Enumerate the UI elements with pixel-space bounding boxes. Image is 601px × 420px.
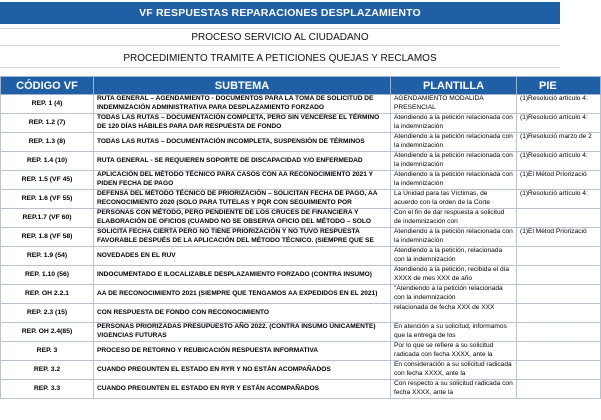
cell-pie[interactable] xyxy=(517,190,601,209)
cell-plantilla[interactable] xyxy=(391,361,517,380)
cell-plantilla[interactable] xyxy=(391,247,517,266)
cell-pie-text: (1)El Métod Priorizació xyxy=(520,171,587,178)
cell-subtema[interactable] xyxy=(94,152,391,171)
cell-subtema[interactable] xyxy=(94,190,391,209)
cell-subtema-text: SOLICITA FECHA CIERTA PERO NO TIENE PRIORIZACIÓN Y NO TUVO RESPUESTA FAVORABLE DESPUÉS DE LA APLICACIÓN DEL MÉTODO TÉCNICO. (SIEMPRE QUE SE xyxy=(97,228,374,244)
cell-codigo[interactable] xyxy=(1,361,94,380)
cell-pie-text: (1)Resolució artículo 4: xyxy=(520,95,588,102)
cell-subtema[interactable] xyxy=(94,133,391,152)
cell-codigo-text: REP. 1 (4) xyxy=(31,99,63,107)
cell-codigo[interactable] xyxy=(1,133,94,152)
cell-codigo-text: REP. 1.2 (7) xyxy=(28,118,66,126)
table-row[interactable] xyxy=(1,114,601,133)
cell-pie[interactable] xyxy=(517,285,601,304)
table-row[interactable] xyxy=(1,342,601,361)
table-row[interactable] xyxy=(1,247,601,266)
cell-codigo[interactable] xyxy=(1,152,94,171)
cell-pie-text: (1)Resolució artículo 4: xyxy=(520,190,588,197)
cell-pie-text: (1)Resolució marzo de 2 xyxy=(520,133,592,140)
cell-pie[interactable] xyxy=(517,323,601,342)
cell-pie[interactable] xyxy=(517,95,601,114)
cell-codigo[interactable] xyxy=(1,209,94,228)
cell-codigo[interactable] xyxy=(1,190,94,209)
cell-plantilla[interactable] xyxy=(391,304,517,323)
cell-pie[interactable] xyxy=(517,304,601,323)
cell-codigo-text: REP. OH 2.4(85) xyxy=(21,327,73,335)
table-header-row xyxy=(1,77,601,95)
cell-pie[interactable] xyxy=(517,152,601,171)
cell-codigo[interactable] xyxy=(1,228,94,247)
cell-subtema-text: CUANDO PREGUNTEN EL ESTADO EN RYR Y ESTÁN ACOMPAÑADOS xyxy=(97,384,320,392)
cell-subtema[interactable] xyxy=(94,361,391,380)
cell-codigo[interactable] xyxy=(1,285,94,304)
cell-subtema-text: CON RESPUESTA DE FONDO CON RECONOCIMIENTO xyxy=(97,308,270,316)
cell-codigo[interactable] xyxy=(1,247,94,266)
table-row[interactable] xyxy=(1,209,601,228)
cell-plantilla-text: En consideración a su solicitud radicada con fecha XXXX, ante la xyxy=(394,361,512,377)
cell-plantilla-text: Atendiendo a la petición, recibida el día XXXX de mes XXX de año xyxy=(394,266,510,282)
cell-plantilla-text: "Atendiendo a la petición relacionada con la indemnización xyxy=(394,285,503,301)
cell-plantilla-text: En atención a su solicitud, informamos que la entrega de los xyxy=(394,323,507,339)
cell-plantilla-text: Atendiendo a la petición, relacionada con la indemnización xyxy=(394,247,503,263)
cell-codigo-text: REP. 1.3 (8) xyxy=(28,137,66,145)
cell-plantilla[interactable] xyxy=(391,190,517,209)
table-row[interactable] xyxy=(1,285,601,304)
cell-subtema-text: TODAS LAS RUTAS – DOCUMENTACIÓN INCOMPLETA, SUSPENSIÓN DE TÉRMINOS xyxy=(97,137,365,145)
cell-plantilla-text: relacionada de fecha XXX de XXX xyxy=(394,304,495,311)
cell-plantilla[interactable] xyxy=(391,133,517,152)
cell-pie[interactable] xyxy=(517,133,601,152)
cell-plantilla-text: Con respecto a su solicitud radicada con fecha XXXX, ante la xyxy=(394,380,513,396)
table-row[interactable] xyxy=(1,190,601,209)
process-subtitle: PROCESO SERVICIO AL CIUDADANO xyxy=(0,28,560,46)
cell-subtema[interactable] xyxy=(94,285,391,304)
cell-codigo-text: REP. 3.2 xyxy=(33,365,61,373)
column-header-codigo[interactable]: CÓDIGO VF xyxy=(1,77,94,95)
cell-subtema[interactable] xyxy=(94,247,391,266)
cell-subtema-text: RUTA GENERAL - SE REQUIEREN SOPORTE DE DISCAPACIDAD Y/O ENFERMEDAD xyxy=(97,156,363,164)
cell-pie-text: (1)Resolució artículo 4: xyxy=(520,114,588,121)
cell-plantilla-text: La Unidad para las Víctimas, de acuerdo con la orden de la Corte xyxy=(394,190,491,206)
cell-plantilla[interactable] xyxy=(391,228,517,247)
cell-subtema-text: DEFENSA DEL MÉTODO TÉCNICO DE PRIORIZACIÓN – SOLICITAN FECHA DE PAGO, AA RECONOCIMIENTO 2020 (SOLO PARA TUTELAS Y PQR CON SEGUIMIENTO POR xyxy=(97,190,378,206)
cell-subtema-text: CUANDO PREGUNTEN EL ESTADO EN RYR Y NO ESTÁN ACOMPAÑADOS xyxy=(97,365,331,373)
cell-subtema[interactable] xyxy=(94,380,391,399)
cell-pie[interactable] xyxy=(517,171,601,190)
responses-table xyxy=(0,76,601,399)
cell-codigo-text: REP. 1.9 (54) xyxy=(26,251,68,259)
sheet-title: VF RESPUESTAS REPARACIONES DESPLAZAMIENTO xyxy=(0,2,560,24)
cell-codigo-text: REP. 1.4 (10) xyxy=(26,156,68,164)
cell-pie[interactable] xyxy=(517,342,601,361)
cell-plantilla[interactable] xyxy=(391,266,517,285)
cell-plantilla[interactable] xyxy=(391,285,517,304)
table-row[interactable] xyxy=(1,133,601,152)
cell-subtema[interactable] xyxy=(94,114,391,133)
cell-pie-text: (1)El Métod Priorizació xyxy=(520,228,587,235)
cell-codigo-text: REP. 1.8 (VF 58) xyxy=(21,232,73,240)
cell-codigo[interactable] xyxy=(1,114,94,133)
cell-subtema[interactable] xyxy=(94,171,391,190)
cell-subtema-text: AA DE RECONOCIMIENTO 2021 (SIEMPRE QUE TENGAMOS AA EXPEDIDOS EN EL 2021) xyxy=(97,289,378,297)
cell-subtema-text: PERSONAS CON MÉTODO, PERO PENDIENTE DE LOS CRUCES DE FINANCIERA Y ELABORACIÓN DE OFICIOS (CUANDO NO SE OBSERVA OFICIO DEL MÉTODO – SOLO xyxy=(97,209,372,225)
cell-subtema-text: APLICACIÓN DEL MÉTODO TÉCNICO PARA CASOS CON AA RECONOCIMIENTO 2021 Y PIDEN FECHA DE PAGO xyxy=(97,171,373,187)
cell-plantilla[interactable] xyxy=(391,323,517,342)
table-row[interactable] xyxy=(1,323,601,342)
cell-plantilla[interactable] xyxy=(391,95,517,114)
cell-subtema-text: RUTA GENERAL – AGENDAMIENTO - DOCUMENTOS PARA LA TOMA DE SOLICITUD DE INDEMNIZACIÓN ADMINISTRATIVA PARA DESPLAZAMIENTO FORZADO xyxy=(97,95,374,111)
cell-plantilla[interactable] xyxy=(391,152,517,171)
cell-subtema[interactable] xyxy=(94,304,391,323)
procedure-subtitle: PROCEDIMIENTO TRAMITE A PETICIONES QUEJAS Y RECLAMOS xyxy=(0,50,560,68)
cell-plantilla[interactable] xyxy=(391,380,517,399)
cell-codigo-text: REP. 3 xyxy=(36,346,58,354)
cell-pie[interactable] xyxy=(517,114,601,133)
cell-subtema[interactable] xyxy=(94,228,391,247)
cell-subtema-text: NOVEDADES EN EL RUV xyxy=(97,251,176,259)
cell-codigo-text: REP.1.7 (VF 60) xyxy=(22,213,72,221)
cell-plantilla[interactable] xyxy=(391,342,517,361)
cell-pie[interactable] xyxy=(517,266,601,285)
cell-plantilla[interactable] xyxy=(391,114,517,133)
cell-subtema-text: PERSONAS PRIORIZADAS PRESUPUESTO AÑO 2022. (CONTRA INSUMO ÚNICAMENTE) VIGENCIAS FUTURAS xyxy=(97,323,376,339)
cell-plantilla-text: Atendiendo a la petición relacionada con la indemnización xyxy=(394,228,513,244)
cell-subtema[interactable] xyxy=(94,95,391,114)
cell-plantilla[interactable] xyxy=(391,209,517,228)
table-row[interactable] xyxy=(1,171,601,190)
table-row[interactable] xyxy=(1,228,601,247)
table-row[interactable] xyxy=(1,361,601,380)
cell-codigo[interactable] xyxy=(1,266,94,285)
table-row[interactable] xyxy=(1,266,601,285)
column-header-plantilla[interactable]: PLANTILLA xyxy=(391,77,517,95)
cell-plantilla[interactable] xyxy=(391,171,517,190)
table-row[interactable] xyxy=(1,380,601,399)
cell-plantilla-text: Atendiendo a la petición relacionada con la indemnización xyxy=(394,133,513,149)
cell-plantilla-text: Atendiendo a la petición relacionada con la indemnización xyxy=(394,152,513,168)
cell-codigo[interactable] xyxy=(1,323,94,342)
cell-pie[interactable] xyxy=(517,209,601,228)
column-header-subtema[interactable]: SUBTEMA xyxy=(94,77,391,95)
cell-plantilla-text: Atendiendo a la petición relacionada con la indemnización xyxy=(394,114,513,130)
cell-plantilla-text: AGENDAMIENTO MODALIDA PRESENCIAL xyxy=(394,95,484,111)
cell-plantilla-text: Por lo que se refiere a su solicitud radicada con fecha XXXX, ante la xyxy=(394,342,494,358)
cell-codigo[interactable] xyxy=(1,304,94,323)
cell-pie[interactable] xyxy=(517,380,601,399)
cell-codigo[interactable] xyxy=(1,95,94,114)
cell-plantilla-text: Atendiendo a la petición relacionada con la indemnización xyxy=(394,171,513,187)
cell-pie[interactable] xyxy=(517,247,601,266)
cell-codigo-text: REP. OH 2.2.1 xyxy=(24,289,70,297)
cell-codigo-text: REP. 1.5 (VF 45) xyxy=(21,175,73,183)
table-row[interactable] xyxy=(1,304,601,323)
cell-codigo-text: REP. 1.10 (56) xyxy=(24,270,70,278)
cell-subtema[interactable] xyxy=(94,323,391,342)
cell-pie[interactable] xyxy=(517,361,601,380)
cell-codigo-text: REP. 2.3 (15) xyxy=(26,308,68,316)
cell-subtema-text: PROCESO DE RETORNO Y REUBICACIÓN RESPUESTA INFORMATIVA xyxy=(97,346,319,354)
cell-codigo-text: REP. 1.6 (VF 55) xyxy=(21,194,73,202)
cell-pie-text: (1)Resolució artículo 4: xyxy=(520,152,588,159)
cell-codigo-text: REP. 3.3 xyxy=(33,384,61,392)
cell-subtema-text: INDOCUMENTADO E ILOCALIZABLE DESPLAZAMIENTO FORZADO (CONTRA INSUMO) xyxy=(97,270,372,278)
cell-subtema[interactable] xyxy=(94,209,391,228)
cell-pie[interactable] xyxy=(517,228,601,247)
cell-subtema[interactable] xyxy=(94,266,391,285)
column-header-pie[interactable]: PIE xyxy=(517,77,601,95)
cell-codigo[interactable] xyxy=(1,171,94,190)
table-row[interactable] xyxy=(1,95,601,114)
table-row[interactable] xyxy=(1,152,601,171)
cell-codigo[interactable] xyxy=(1,342,94,361)
cell-subtema-text: TODAS LAS RUTAS – DOCUMENTACIÓN COMPLETA, PERO SIN VENCERSE EL TÉRMINO DE 120 DÍAS HÁBILES PARA DAR RESPUESTA DE FONDO xyxy=(97,114,380,130)
cell-subtema[interactable] xyxy=(94,342,391,361)
cell-codigo[interactable] xyxy=(1,380,94,399)
cell-plantilla-text: Con el fin de dar respuesta a solicitud de indemnización con xyxy=(394,209,505,225)
